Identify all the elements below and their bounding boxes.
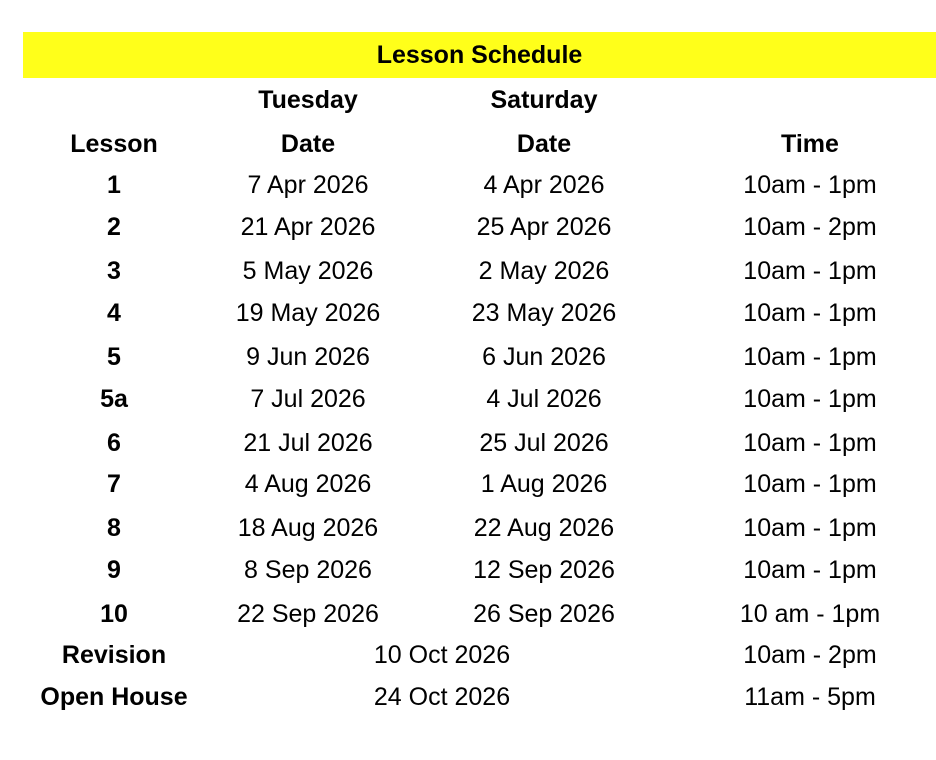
lesson-time: 10am - 1pm — [743, 299, 877, 327]
lesson-time: 10am - 1pm — [743, 171, 877, 199]
lesson-time: 10am - 1pm — [743, 385, 877, 413]
saturday-date: 2 May 2026 — [478, 257, 610, 285]
tuesday-date: 18 Aug 2026 — [237, 514, 379, 542]
page-title: Lesson Schedule — [376, 40, 583, 69]
saturday-date: 12 Sep 2026 — [473, 556, 615, 584]
open-house-row — [0, 676, 936, 718]
table-row — [0, 206, 936, 248]
lesson-label: Open House — [40, 683, 188, 711]
table-row — [0, 336, 936, 378]
saturday-date: 23 May 2026 — [471, 299, 617, 327]
saturday-date: 4 Apr 2026 — [483, 171, 605, 199]
table-row — [0, 549, 936, 591]
table-row — [0, 463, 936, 505]
lesson-number: 5a — [100, 385, 128, 413]
lesson-time: 10am - 1pm — [743, 514, 877, 542]
tuesday-date: 7 Jul 2026 — [250, 385, 366, 413]
column-header-tuesday-date: Date — [280, 130, 336, 158]
saturday-date: 25 Jul 2026 — [479, 429, 609, 457]
lesson-time: 10am - 2pm — [743, 213, 877, 241]
tuesday-date: 9 Jun 2026 — [246, 343, 370, 371]
saturday-date: 22 Aug 2026 — [473, 514, 615, 542]
lesson-number: 4 — [107, 299, 121, 327]
lesson-number: 6 — [107, 429, 121, 457]
saturday-date: 1 Aug 2026 — [480, 470, 608, 498]
day-header-row — [0, 79, 936, 121]
revision-row — [0, 634, 936, 676]
event-date: 24 Oct 2026 — [373, 683, 511, 711]
event-date: 10 Oct 2026 — [373, 641, 511, 669]
saturday-date: 6 Jun 2026 — [482, 343, 606, 371]
table-row — [0, 292, 936, 334]
lesson-time: 11am - 5pm — [744, 683, 876, 711]
table-row — [0, 422, 936, 464]
tuesday-date: 4 Aug 2026 — [244, 470, 372, 498]
lesson-time: 10am - 1pm — [743, 429, 877, 457]
tuesday-date: 5 May 2026 — [242, 257, 374, 285]
lesson-number: 9 — [107, 556, 121, 584]
tuesday-date: 7 Apr 2026 — [247, 171, 369, 199]
lesson-number: 7 — [107, 470, 121, 498]
lesson-number: 2 — [107, 213, 121, 241]
table-row — [0, 250, 936, 292]
lesson-label: Revision — [61, 641, 167, 669]
tuesday-date: 21 Jul 2026 — [243, 429, 373, 457]
lesson-number: 10 — [100, 600, 128, 628]
lesson-time: 10am - 1pm — [743, 556, 877, 584]
tuesday-date: 21 Apr 2026 — [240, 213, 376, 241]
lesson-number: 5 — [107, 343, 121, 371]
table-row — [0, 164, 936, 206]
tuesday-date: 19 May 2026 — [235, 299, 381, 327]
column-header-time: Time — [781, 130, 839, 158]
saturday-date: 25 Apr 2026 — [476, 213, 612, 241]
lesson-number: 8 — [107, 514, 121, 542]
lesson-time: 10am - 1pm — [743, 257, 877, 285]
table-row — [0, 507, 936, 549]
tuesday-date: 22 Sep 2026 — [237, 600, 379, 628]
lesson-number: 1 — [107, 171, 121, 199]
saturday-date: 4 Jul 2026 — [486, 385, 602, 413]
day-header-tuesday: Tuesday — [258, 86, 358, 114]
lesson-number: 3 — [107, 257, 121, 285]
table-row — [0, 593, 936, 635]
day-header-saturday: Saturday — [490, 86, 598, 114]
column-header-saturday-date: Date — [516, 130, 572, 158]
column-header-row — [0, 123, 936, 165]
lesson-time: 10am - 2pm — [743, 641, 877, 669]
lesson-time: 10am - 1pm — [743, 470, 877, 498]
table-row — [0, 378, 936, 420]
saturday-date: 26 Sep 2026 — [473, 600, 615, 628]
tuesday-date: 8 Sep 2026 — [244, 556, 372, 584]
lesson-time: 10 am - 1pm — [739, 600, 881, 628]
lesson-time: 10am - 1pm — [743, 343, 877, 371]
column-header-lesson: Lesson — [70, 130, 158, 158]
